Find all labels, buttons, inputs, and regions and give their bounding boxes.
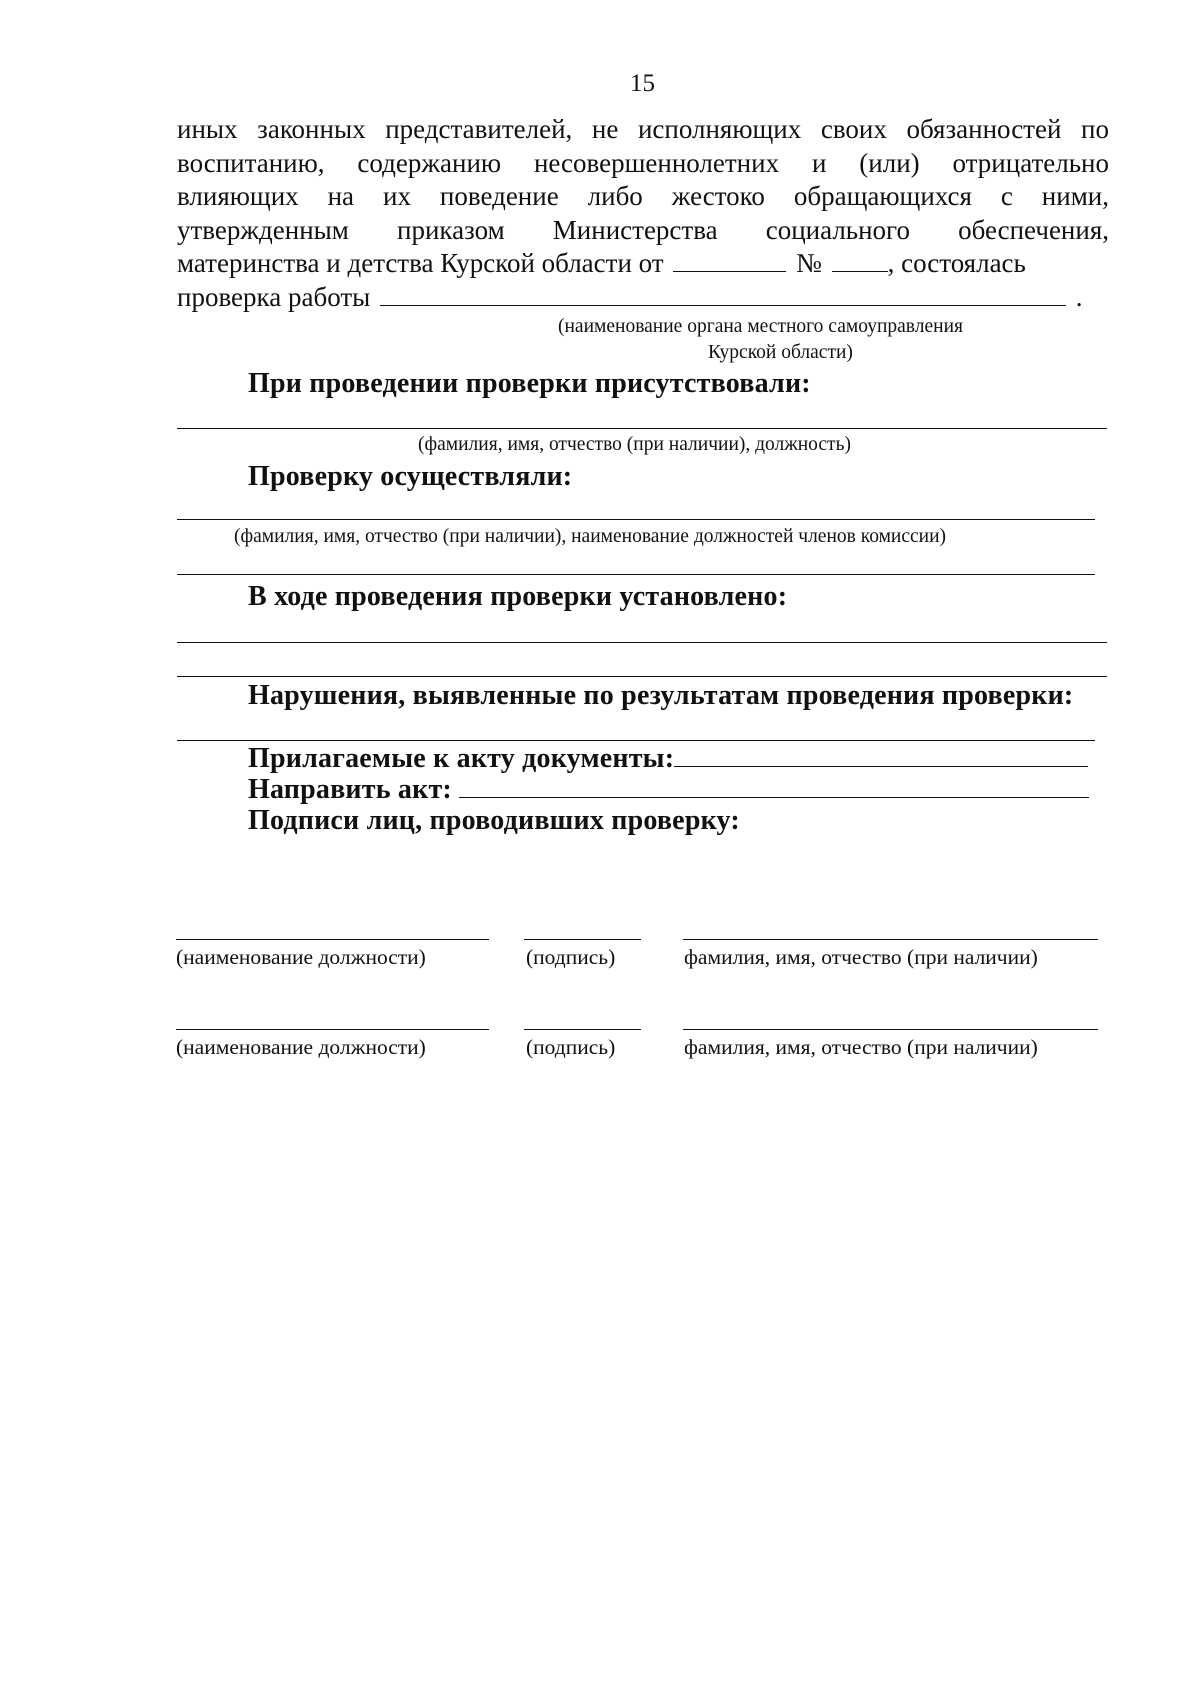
caption-organ-line-2: Курской области) — [708, 342, 853, 363]
heading-inspectors: Проверку осуществляли: — [248, 461, 573, 492]
heading-signatures: Подписи лиц, проводивших проверку: — [248, 805, 740, 836]
caption-full-name: фамилия, имя, отчество (при наличии) — [684, 1035, 1038, 1059]
send-act-blank[interactable] — [459, 796, 1089, 798]
signature-line[interactable] — [524, 939, 641, 940]
caption-signature: (подпись) — [526, 945, 616, 969]
paragraph-line-order-date: материнства и детства Курской области от № , состоялась — [177, 248, 1026, 278]
caption-present: (фамилия, имя, отчество (при наличии), должность) — [418, 434, 851, 455]
violations-line[interactable] — [177, 740, 1095, 741]
organ-name-blank[interactable] — [380, 304, 1066, 306]
paragraph-line: влияющих на их поведение либо жестоко обращающихся с ними, — [177, 181, 1109, 211]
signature-line[interactable] — [524, 1029, 641, 1030]
heading-send: Направить акт: — [248, 774, 1089, 806]
heading-present: При проведении проверки присутствовали: — [248, 368, 811, 399]
page-number: 15 — [630, 70, 655, 97]
full-name-line[interactable] — [683, 1029, 1098, 1030]
caption-position: (наименование должности) — [176, 1035, 426, 1059]
attached-documents-blank[interactable] — [674, 765, 1088, 767]
paragraph-line: утвержденным приказом Министерства социального обеспечения, — [177, 214, 1109, 245]
heading-findings: В ходе проведения проверки установлено: — [248, 581, 788, 612]
inspectors-line[interactable] — [177, 519, 1095, 520]
paragraph-line: иных законных представителей, не исполняющих своих обязанностей по — [177, 114, 1109, 144]
caption-position: (наименование должности) — [176, 945, 426, 969]
heading-violations: Нарушения, выявленные по результатам проведения проверки: — [248, 680, 1074, 711]
inspectors-line-2[interactable] — [177, 574, 1095, 575]
heading-attached: Прилагаемые к акту документы: — [248, 743, 1088, 775]
caption-signature: (подпись) — [526, 1035, 616, 1059]
position-line[interactable] — [176, 1029, 489, 1030]
findings-line-1[interactable] — [177, 642, 1107, 643]
order-number-blank[interactable] — [832, 270, 888, 272]
paragraph-line-organ: проверка работы . — [177, 281, 1083, 312]
present-persons-line[interactable] — [177, 428, 1107, 429]
intro-paragraph — [177, 113, 1109, 314]
caption-organ-line-1: (наименование органа местного самоуправления — [558, 316, 963, 337]
paragraph-line: воспитанию, содержанию несовершеннолетних и (или) отрицательно — [177, 147, 1109, 178]
order-date-blank[interactable] — [673, 270, 786, 272]
caption-full-name: фамилия, имя, отчество (при наличии) — [684, 945, 1038, 969]
findings-line-2[interactable] — [177, 676, 1107, 677]
position-line[interactable] — [176, 939, 489, 940]
caption-inspectors: (фамилия, имя, отчество (при наличии), наименование должностей членов комиссии) — [234, 526, 947, 547]
full-name-line[interactable] — [683, 939, 1098, 940]
